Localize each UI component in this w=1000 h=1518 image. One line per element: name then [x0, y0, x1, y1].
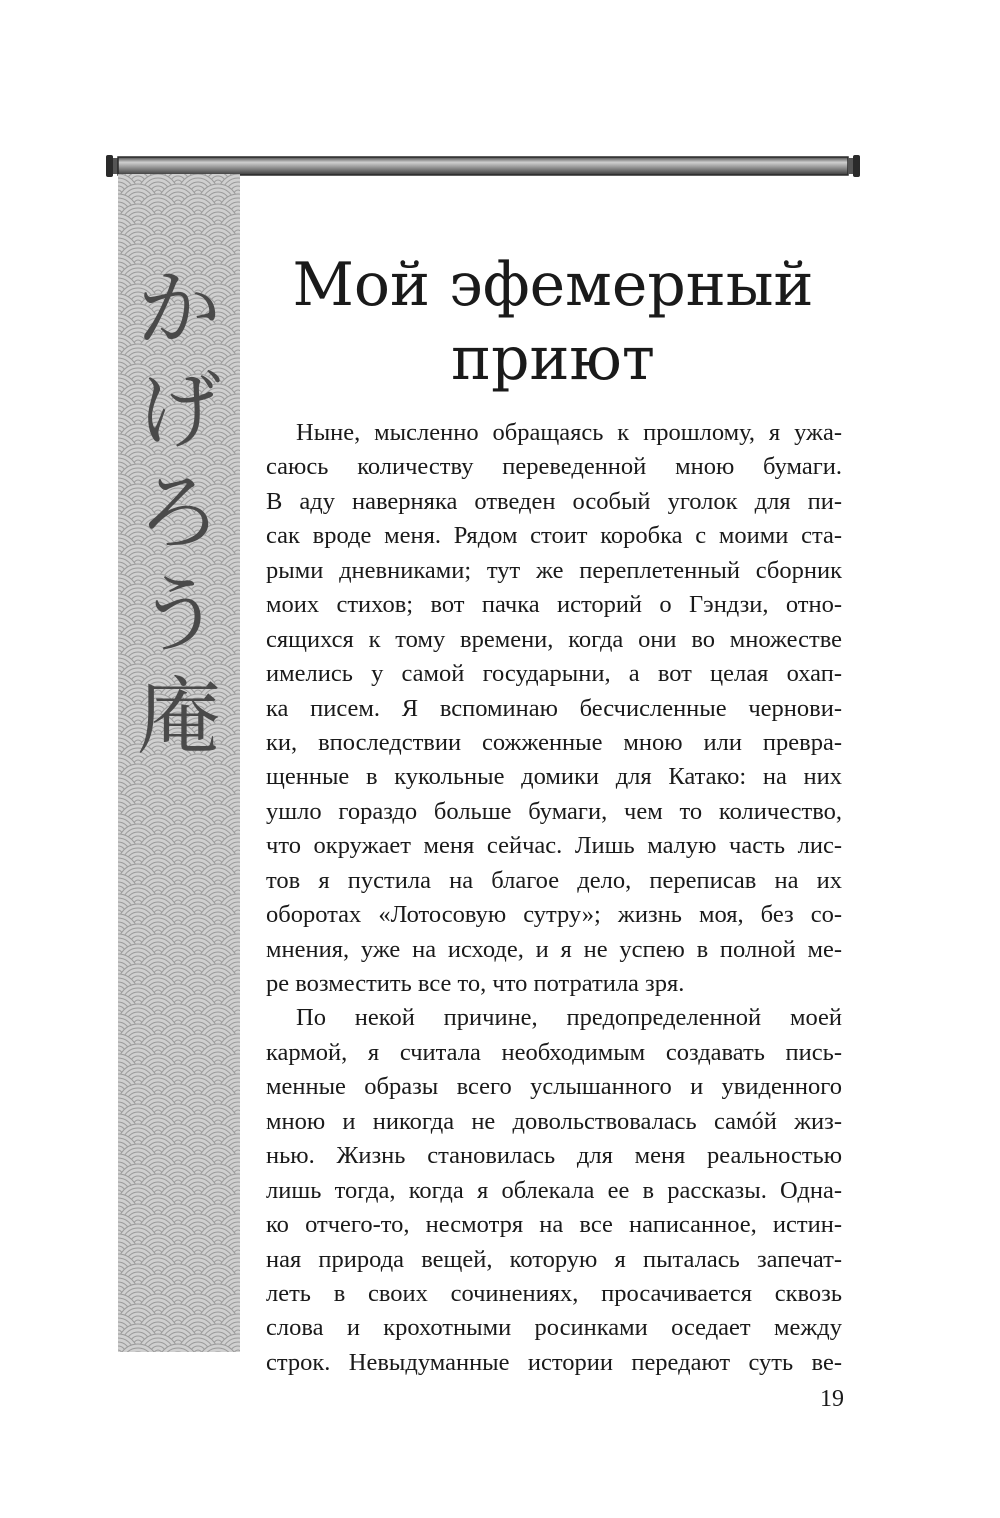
text-line: рыми дневниками; тут же переплетенный сборник: [266, 556, 842, 584]
chapter-title-line: приют: [451, 324, 655, 394]
text-line: ре возместить все то, что потратила зря.: [266, 970, 685, 997]
text-line: ко отчего-то, несмотря на все написанное, истин-: [266, 1211, 842, 1239]
text-line: В аду наверняка отведен особый уголок для пи-: [266, 487, 842, 515]
text-line: слова и крохотными росинками оседает между: [266, 1314, 842, 1342]
chapter-title-line: Мой эфемерный: [292, 250, 814, 320]
text-line: тов я пустила на благое дело, переписав на их: [266, 866, 842, 894]
text-line: что окружает меня сейчас. Лишь малую часть лис-: [266, 832, 842, 860]
kanji-char: げ: [136, 362, 221, 460]
text-line: нью. Жизнь становилась для меня реальностью: [266, 1142, 842, 1170]
text-line: сак вроде меня. Рядом стоит коробка с моими ста-: [266, 522, 842, 550]
text-line: леть в своих сочинениях, просачивается сквозь: [266, 1279, 842, 1307]
chapter-title: [262, 248, 844, 396]
text-line: ка писем. Я вспоминаю бесчисленные чернови-: [266, 694, 842, 722]
text-line: ки, впоследствии сожженные мною или превра-: [266, 728, 842, 756]
body-text: [266, 416, 842, 1380]
text-line: мнения, уже на исходе, и я не успею в полной ме-: [266, 935, 842, 963]
kanji-char: う: [136, 566, 221, 664]
text-line: ная природа вещей, которую я пыталась запечат-: [266, 1245, 842, 1273]
decorative-banner: [118, 174, 240, 1352]
text-line: строк. Невыдуманные истории передают суть ве-: [266, 1348, 842, 1376]
text-line: менные образы всего услышанного и увиденного: [266, 1073, 842, 1101]
page-number: 19: [820, 1386, 844, 1412]
kanji-char: か: [136, 260, 221, 358]
text-line: саюсь количеству переведенной мною бумаги.: [266, 453, 842, 481]
text-line: По некой причине, предопределенной моей: [296, 1004, 842, 1032]
text-line: мною и никогда не довольствовалась самóй жиз-: [266, 1107, 842, 1135]
text-line: ушло гораздо больше бумаги, чем то количество,: [266, 797, 842, 825]
kanji-column: [118, 258, 240, 768]
text-line: оборотах «Лотосовую сутру»; жизнь моя, без со-: [266, 901, 842, 929]
text-line: имелись у самой государыни, а вот целая охап-: [266, 660, 842, 688]
text-line: кармой, я считала необходимым создавать пись-: [266, 1038, 842, 1066]
text-line: моих стихов; вот пачка историй о Гэндзи, отно-: [266, 591, 842, 619]
text-line: сящихся к тому времени, когда они во множестве: [266, 625, 842, 653]
text-line: щенные в кукольные домики для Катако: на них: [266, 763, 842, 791]
text-line: Ныне, мысленно обращаясь к прошлому, я ужа-: [296, 419, 842, 446]
kanji-char: ろ: [136, 464, 221, 562]
text-line: лишь тогда, когда я облекала ее в рассказы. Одна-: [266, 1176, 842, 1204]
kanji-char: 庵: [136, 668, 221, 766]
